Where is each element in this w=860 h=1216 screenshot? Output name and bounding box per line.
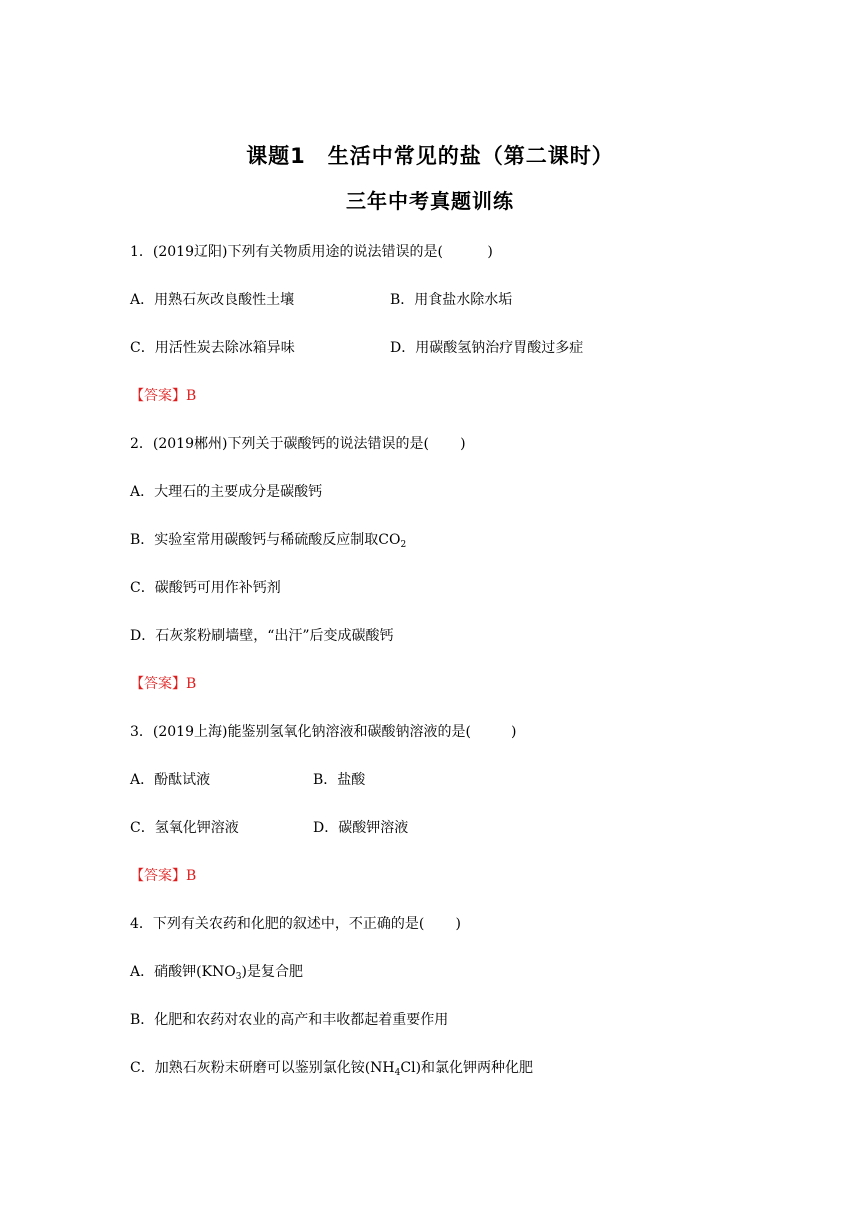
option-text: A．硝酸钾(KNO	[130, 964, 236, 980]
answer-label: 【答案】	[130, 388, 186, 404]
option-text-end: Cl)和氯化钾两种化肥	[400, 1060, 534, 1076]
question-1-option-b: B．用食盐水除水垢	[390, 292, 513, 308]
question-4-option-c	[130, 1058, 533, 1078]
question-3-option-b: B．盐酸	[313, 772, 366, 788]
answer-value: B	[186, 868, 197, 884]
option-text: C．加熟石灰粉末研磨可以鉴别氯化铵(NH	[130, 1060, 395, 1076]
document-title: 课题1 生活中常见的盐（第二课时）	[246, 144, 614, 168]
question-2-option-a: A．大理石的主要成分是碳酸钙	[130, 484, 323, 500]
question-2-option-d: D．石灰浆粉刷墙壁，“出汗”后变成碳酸钙	[130, 628, 394, 644]
question-1-option-a: A．用熟石灰改良酸性土壤	[130, 292, 295, 308]
question-3-option-d: D．碳酸钾溶液	[313, 820, 409, 836]
question-1-stem: 1．(2019辽阳)下列有关物质用途的说法错误的是( )	[130, 244, 493, 260]
question-2-stem: 2．(2019郴州)下列关于碳酸钙的说法错误的是( )	[130, 436, 466, 452]
question-3-option-c: C．氢氧化钾溶液	[130, 820, 239, 836]
question-4-option-b: B．化肥和农药对农业的高产和丰收都起着重要作用	[130, 1012, 449, 1028]
document-subtitle: 三年中考真题训练	[346, 189, 514, 213]
option-text-end: )是复合肥	[241, 964, 303, 980]
question-1-option-c: C．用活性炭去除冰箱异味	[130, 340, 295, 356]
question-3-answer	[130, 866, 196, 886]
answer-label: 【答案】	[130, 676, 186, 692]
subscript: 2	[400, 540, 407, 550]
question-1-option-d: D．用碳酸氢钠治疗胃酸过多症	[390, 340, 584, 356]
answer-value: B	[186, 388, 197, 404]
subscript: 4	[394, 1068, 401, 1078]
subscript: 3	[235, 972, 242, 982]
question-2-answer	[130, 674, 196, 694]
question-1-answer	[130, 386, 196, 406]
answer-label: 【答案】	[130, 868, 186, 884]
question-3-option-a: A．酚酞试液	[130, 772, 211, 788]
question-3-stem: 3．(2019上海)能鉴别氢氧化钠溶液和碳酸钠溶液的是( )	[130, 724, 517, 740]
question-4-stem: 4．下列有关农药和化肥的叙述中，不正确的是( )	[130, 916, 461, 932]
question-2-option-b	[130, 530, 406, 550]
question-4-option-a	[130, 962, 303, 982]
question-2-option-c: C．碳酸钙可用作补钙剂	[130, 580, 281, 596]
option-text: B．实验室常用碳酸钙与稀硫酸反应制取CO	[130, 532, 401, 548]
answer-value: B	[186, 676, 197, 692]
